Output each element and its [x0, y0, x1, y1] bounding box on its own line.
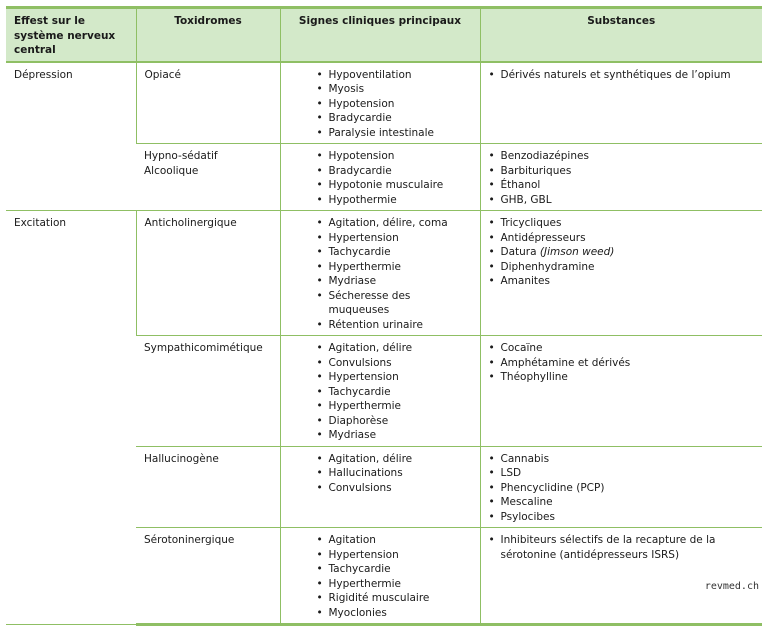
- effect-cell: Excitation: [6, 211, 136, 625]
- toxidrome-cell: [136, 336, 280, 447]
- substance-name: Dérivés naturels et synthétiques de l’opium: [500, 68, 731, 81]
- substance-note: (Jimson weed): [539, 246, 615, 258]
- sign-item: • Rétention urinaire: [317, 318, 472, 333]
- sign-item: • Mydriase: [317, 274, 472, 289]
- substances-list: [489, 216, 755, 289]
- substances-cell: [480, 211, 762, 336]
- substance-name: Amanites: [500, 275, 550, 287]
- sign-item: • Agitation: [317, 533, 472, 548]
- sign-item: • Sécheresse des muqueuses: [317, 289, 472, 318]
- substance-name: Cocaïne: [500, 342, 543, 354]
- sign-item: • Diaphorèse: [317, 414, 472, 429]
- substances-list: [489, 68, 755, 83]
- substance-item: [489, 495, 755, 510]
- sign-item: • Hypoventilation: [317, 68, 472, 83]
- substances-list: [489, 533, 755, 562]
- substance-name: Inhibiteurs sélectifs de la recapture de la sérotonine (antidépresseurs ISRS): [500, 534, 716, 561]
- substance-item: [489, 481, 755, 496]
- substance-name: Amphétamine et dérivés: [500, 356, 631, 369]
- sign-item: • Hypothermie: [317, 193, 472, 208]
- substance-item: [489, 260, 755, 275]
- sign-item: • Tachycardie: [317, 562, 472, 577]
- toxidrome-name: Hallucinogène: [144, 452, 219, 465]
- header-substances: Substances: [480, 8, 762, 62]
- sign-item: • Agitation, délire: [317, 341, 472, 356]
- substance-item: [489, 370, 755, 385]
- substance-item: [489, 149, 755, 164]
- substance-name: Tricycliques: [500, 217, 562, 229]
- substance-item: [489, 245, 755, 260]
- toxidrome-table: [6, 6, 762, 626]
- signs-list: [289, 149, 472, 207]
- toxidrome-name: Opiacé: [144, 68, 182, 81]
- substances-cell: [480, 446, 762, 528]
- sign-item: • Tachycardie: [317, 385, 472, 400]
- substance-name: LSD: [500, 467, 522, 479]
- substances-list: [489, 341, 755, 385]
- sign-item: • Convulsions: [317, 481, 472, 496]
- substances-cell: [480, 528, 762, 625]
- substance-name: GHB, GBL: [500, 193, 552, 206]
- substances-cell: [480, 144, 762, 211]
- substances-cell: [480, 62, 762, 144]
- substance-name: Phencyclidine (PCP): [500, 481, 605, 494]
- signs-cell: [280, 211, 480, 336]
- sign-item: • Hypertension: [317, 370, 472, 385]
- signs-list: [289, 452, 472, 496]
- sign-item: • Myosis: [317, 82, 472, 97]
- substance-item: [489, 533, 755, 562]
- substance-name: Benzodiazépines: [500, 150, 589, 162]
- toxidrome-cell: [136, 62, 280, 144]
- substance-name: Psylocibes: [500, 510, 555, 523]
- sign-item: • Hypotonie musculaire: [317, 178, 472, 193]
- table-row: [6, 62, 762, 144]
- sign-item: • Mydriase: [317, 428, 472, 443]
- signs-cell: [280, 144, 480, 211]
- substance-name: Cannabis: [500, 452, 550, 465]
- substance-item: [489, 216, 755, 231]
- table-body: [6, 62, 762, 625]
- sign-item: • Hypertension: [317, 548, 472, 563]
- effect-cell: Dépression: [6, 62, 136, 211]
- signs-list: [289, 216, 472, 332]
- toxidrome-cell: [136, 211, 280, 336]
- sign-item: • Myoclonies: [317, 606, 472, 621]
- substance-item: [489, 164, 755, 179]
- substances-list: [489, 452, 755, 525]
- substance-item: [489, 466, 755, 481]
- watermark: revmed.ch: [704, 581, 759, 592]
- table-row: [6, 211, 762, 336]
- substance-name: Barbituriques: [500, 164, 572, 177]
- sign-item: • Agitation, délire, coma: [317, 216, 472, 231]
- signs-list: [289, 533, 472, 620]
- sign-item: • Hypotension: [317, 149, 472, 164]
- signs-cell: [280, 528, 480, 625]
- sign-item: • Agitation, délire: [317, 452, 472, 467]
- sign-item: • Bradycardie: [317, 164, 472, 179]
- toxidrome-cell: [136, 528, 280, 625]
- substance-item: [489, 510, 755, 525]
- sign-item: • Rigidité musculaire: [317, 591, 472, 606]
- sign-item: • Bradycardie: [317, 111, 472, 126]
- toxidrome-name: Anticholinergique: [144, 217, 237, 229]
- signs-list: [289, 68, 472, 141]
- substances-cell: [480, 336, 762, 447]
- sign-item: • Convulsions: [317, 356, 472, 371]
- substance-name: Diphenhydramine: [500, 260, 595, 273]
- sign-item: • Hallucinations: [317, 466, 472, 481]
- substance-name: Théophylline: [500, 371, 568, 383]
- toxidrome-cell: [136, 144, 280, 211]
- substance-item: [489, 452, 755, 467]
- substance-item: [489, 231, 755, 246]
- signs-cell: [280, 336, 480, 447]
- sign-item: • Tachycardie: [317, 245, 472, 260]
- sign-item: • Hypertension: [317, 231, 472, 246]
- sign-item: • Paralysie intestinale: [317, 126, 472, 141]
- header-signs: Signes cliniques principaux: [280, 8, 480, 62]
- substance-name: Éthanol: [500, 179, 541, 191]
- toxidrome-name: Sympathicomimétique: [144, 342, 263, 354]
- signs-list: [289, 341, 472, 443]
- substance-item: [489, 178, 755, 193]
- toxidrome-name: Sérotoninergique: [144, 534, 235, 546]
- substance-name: Antidépresseurs: [500, 231, 586, 244]
- header-toxidrome: Toxidromes: [136, 8, 280, 62]
- substance-item: [489, 193, 755, 208]
- header-effect: Effest sur le système nerveux central: [6, 8, 136, 62]
- substance-item: [489, 274, 755, 289]
- substance-name: Mescaline: [500, 496, 553, 508]
- toxidrome-name: Alcoolique: [144, 164, 199, 177]
- substance-name: Datura: [500, 246, 537, 258]
- table-header: [6, 8, 762, 62]
- sign-item: • Hyperthermie: [317, 577, 472, 592]
- substance-item: [489, 356, 755, 371]
- sign-item: • Hypotension: [317, 97, 472, 112]
- signs-cell: [280, 62, 480, 144]
- sign-item: • Hyperthermie: [317, 260, 472, 275]
- toxidrome-name: Hypno-sédatif: [144, 150, 218, 162]
- signs-cell: [280, 446, 480, 528]
- sign-item: • Hyperthermie: [317, 399, 472, 414]
- substances-list: [489, 149, 755, 207]
- substance-item: [489, 341, 755, 356]
- toxidrome-cell: [136, 446, 280, 528]
- substance-item: [489, 68, 755, 83]
